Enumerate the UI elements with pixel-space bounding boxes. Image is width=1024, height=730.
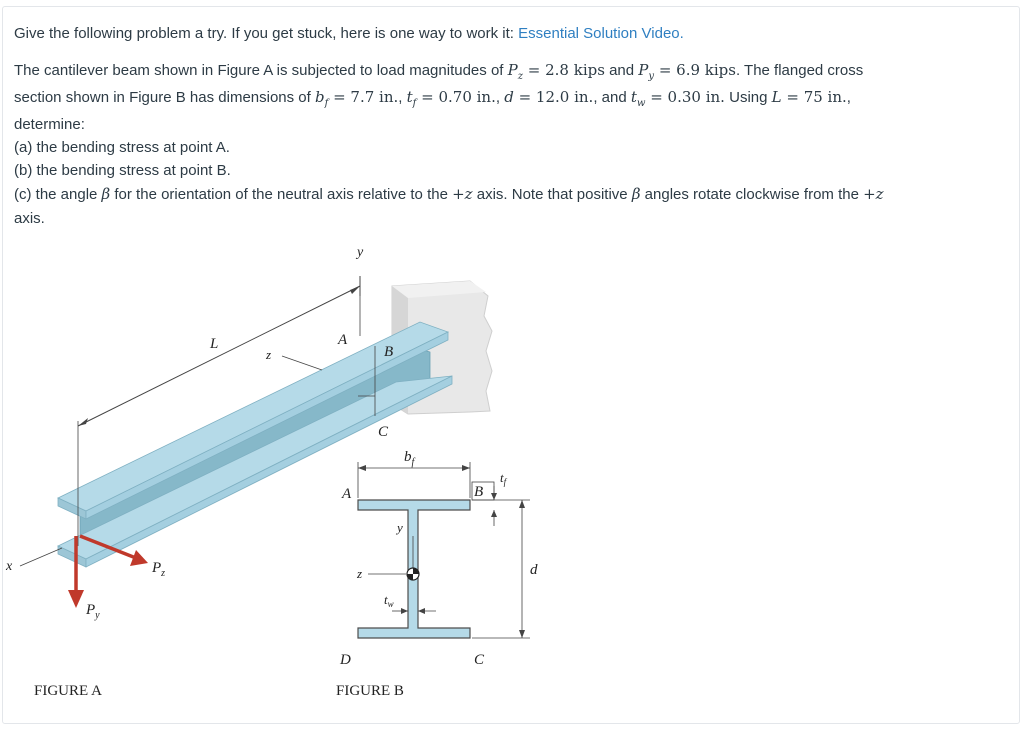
problem-text: and [604,62,639,79]
l-value: = 75 in. [781,88,847,106]
problem-text: , and [593,89,631,106]
problem-text: (c) the angle [14,186,102,203]
problem-text: , [846,89,851,106]
label-tf: $t_f$ [500,470,507,487]
label-l: L [210,336,219,352]
bf-subscript: f [324,98,329,109]
question-a: (a) the bending stress at point A. [14,139,230,156]
label-x: x [6,559,13,574]
beta-symbol: β [101,185,111,203]
bf-value: = 7.7 in. [328,88,399,106]
label-z-a: z [266,347,272,362]
question-b: (b) the bending stress at point B. [14,162,231,179]
pz-subscript: z [517,71,523,82]
d-value: = 12.0 in. [513,88,594,106]
tw-value: = 0.30 in. [645,88,725,106]
intro-line [14,24,684,44]
solution-video-link[interactable]: Essential Solution Video. [518,25,684,42]
label-pz: $P_z$ [152,560,166,579]
problem-text: , [495,89,505,106]
plus-z-symbol: +z [863,185,884,203]
tw-subscript: w [636,98,646,109]
label-point-b-section: B [474,484,484,500]
label-point-d: D [340,652,351,668]
tf-value: = 0.70 in. [416,88,496,106]
tf-subscript: f [412,98,417,109]
figures-illustration [0,236,1024,716]
determine-label: determine: [14,116,85,133]
py-symbol: P [638,61,649,79]
question-c-continued: axis. [14,210,45,227]
tf-symbol: t [406,88,413,106]
bf-symbol: b [315,88,325,106]
problem-text: angles rotate clockwise from the [640,186,864,203]
beta-symbol: β [631,185,641,203]
label-y-a: y [357,245,364,260]
label-z-section: z [357,566,363,581]
pz-value: = 2.8 kips [523,61,605,79]
py-subscript: y [648,71,655,82]
question-c [14,184,884,205]
problem-text: section shown in Figure B has dimensions of [14,89,315,106]
tw-symbol: t [630,88,637,106]
figure-a-caption: FIGURE A [34,683,102,699]
py-value: = 6.9 kips [654,61,736,79]
l-symbol: L [771,88,782,106]
problem-text: , [398,89,407,106]
problem-line-1 [14,60,863,87]
label-point-c: C [378,424,389,440]
problem-text: . The flanged cross [735,62,864,79]
figure-b [336,449,538,699]
problem-line-2 [14,87,851,114]
label-bf: $b_f$ [404,449,415,468]
label-point-a: A [338,332,348,348]
label-d: d [530,562,538,578]
problem-text: The cantilever beam shown in Figure A is subjected to load magnitudes of [14,62,508,79]
label-point-b: B [384,344,394,360]
problem-text: Using [724,89,772,106]
label-py: $P_y$ [86,602,100,621]
plus-z-symbol: +z [452,185,473,203]
problem-text: axis. Note that positive [472,186,632,203]
label-y-section: y [397,520,403,535]
d-symbol: d [504,88,514,106]
pz-symbol: P [507,61,518,79]
figure-b-caption: FIGURE B [336,683,404,699]
problem-text: for the orientation of the neutral axis relative to the [110,186,453,203]
label-tw: $t_w$ [384,592,394,609]
label-point-a-section: A [342,486,352,502]
intro-text: Give the following problem a try. If you get stuck, here is one way to work it: [14,25,519,42]
label-point-c-section: C [474,652,485,668]
centroid-icon [407,568,419,580]
